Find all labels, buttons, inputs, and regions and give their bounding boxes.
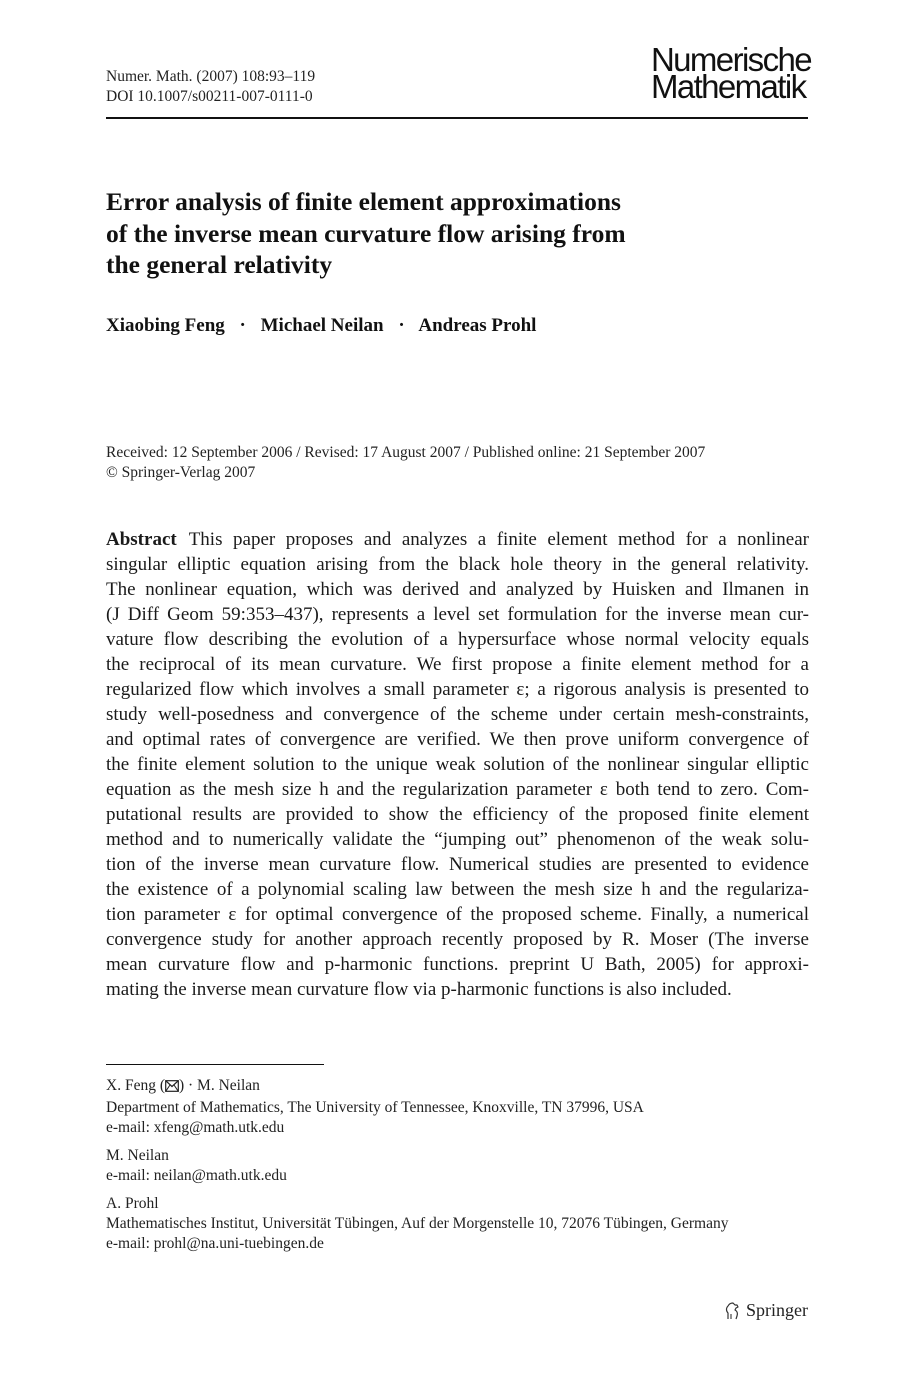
title-line: of the inverse mean curvature flow arising from [106,218,626,248]
abstract-line: singular elliptic equation arising from the black hole theory in the general relativity. [106,554,809,575]
title-line: the general relativity [106,250,333,279]
journal-citation: Numer. Math. (2007) 108:93–119 [106,68,316,85]
email: e-mail: neilan@math.utk.edu [106,1167,287,1184]
paper-title [106,186,706,281]
email: e-mail: xfeng@math.utk.edu [106,1119,285,1136]
abstract-line: regularized flow which involves a small parameter ε; a rigorous analysis is presented to [106,679,809,700]
abstract-line: equation as the mesh size h and the regularization parameter ε both tend to zero. Com- [106,779,809,800]
affiliations [106,1076,728,1262]
abstract-line [106,527,809,552]
logo-line-2: Mathematik [650,68,806,105]
affiliation-block [106,1194,728,1254]
abstract-heading: Abstract [106,529,177,550]
abstract-line: putational results are provided to show the efficiency of the proposed finite element [106,804,809,825]
author-name: Andreas Prohl [418,315,537,336]
abstract-line: the finite element solution to the unique weak solution of the nonlinear singular elliptic [106,754,809,775]
author-name: Xiaobing Feng [106,315,225,336]
publisher-name: Springer [746,1300,808,1320]
copyright-line: © Springer-Verlag 2007 [106,464,256,481]
abstract-line: the reciprocal of its mean curvature. We first propose a finite element method for a [106,654,809,675]
history-line: Received: 12 September 2006 / Revised: 17 August 2007 / Published online: 21 September 2007 [106,444,706,461]
corresponding-name: X. Feng ( [106,1077,165,1094]
affiliation-block [106,1146,728,1186]
abstract-line: tion parameter ε for optimal convergence of the proposed scheme. Finally, a numerical [106,904,809,925]
abstract-line: and optimal rates of convergence are verified. We then prove uniform convergence of [106,729,809,750]
journal-reference [106,67,315,107]
author-name: Michael Neilan [260,315,384,336]
affiliation-names [106,1076,728,1098]
publication-dates [106,443,705,483]
journal-logo [650,41,811,105]
author-separator: · [239,315,246,336]
author-name: M. Neilan [106,1147,169,1164]
envelope-icon [165,1078,179,1098]
abstract-line: the existence of a polynomial scaling law between the mesh size h and the regulariza- [106,879,809,900]
abstract-text: This paper proposes and analyzes a finite element method for a nonlinear [188,529,809,550]
email: e-mail: prohl@na.uni-tuebingen.de [106,1235,324,1252]
abstract-line: mating the inverse mean curvature flow via p-harmonic functions is also included. [106,979,732,1000]
department: Department of Mathematics, The University of Tennessee, Knoxville, TN 37996, USA [106,1099,644,1116]
author-list [106,315,536,337]
department: Mathematisches Institut, Universität Tübingen, Auf der Morgenstelle 10, 72076 Tübingen, Germany [106,1215,729,1232]
springer-horse-icon [724,1302,740,1320]
abstract-line: tion of the inverse mean curvature flow. Numerical studies are presented to evidence [106,854,809,875]
abstract-line: method and to numerically validate the “jumping out” phenomenon of the weak solu- [106,829,809,850]
abstract-line: vature flow describing the evolution of a hypersurface whose normal velocity equals [106,629,809,650]
abstract-line: mean curvature flow and p-harmonic functions. preprint U Bath, 2005) for approxi- [106,954,809,975]
header-rule [106,117,808,119]
publisher-logo [724,1300,808,1321]
footnote-rule [106,1064,324,1065]
author-name: A. Prohl [106,1195,159,1212]
abstract [106,527,809,1002]
title-line: Error analysis of finite element approximations [106,187,621,216]
coauthor-name: ) · M. Neilan [178,1077,260,1094]
affiliation-block [106,1076,728,1138]
doi: DOI 10.1007/s00211-007-0111-0 [106,88,313,105]
abstract-line: convergence study for another approach recently proposed by R. Moser (The inverse [106,929,809,950]
abstract-line: study well-posedness and convergence of the scheme under certain mesh-constraints, [106,704,809,725]
author-separator: · [398,315,405,336]
abstract-line: The nonlinear equation, which was derived and analyzed by Huisken and Ilmanen in [106,579,809,600]
abstract-line: (J Diff Geom 59:353–437), represents a level set formulation for the inverse mean cur- [106,604,809,625]
logo-line-1: Numerische [650,41,811,78]
